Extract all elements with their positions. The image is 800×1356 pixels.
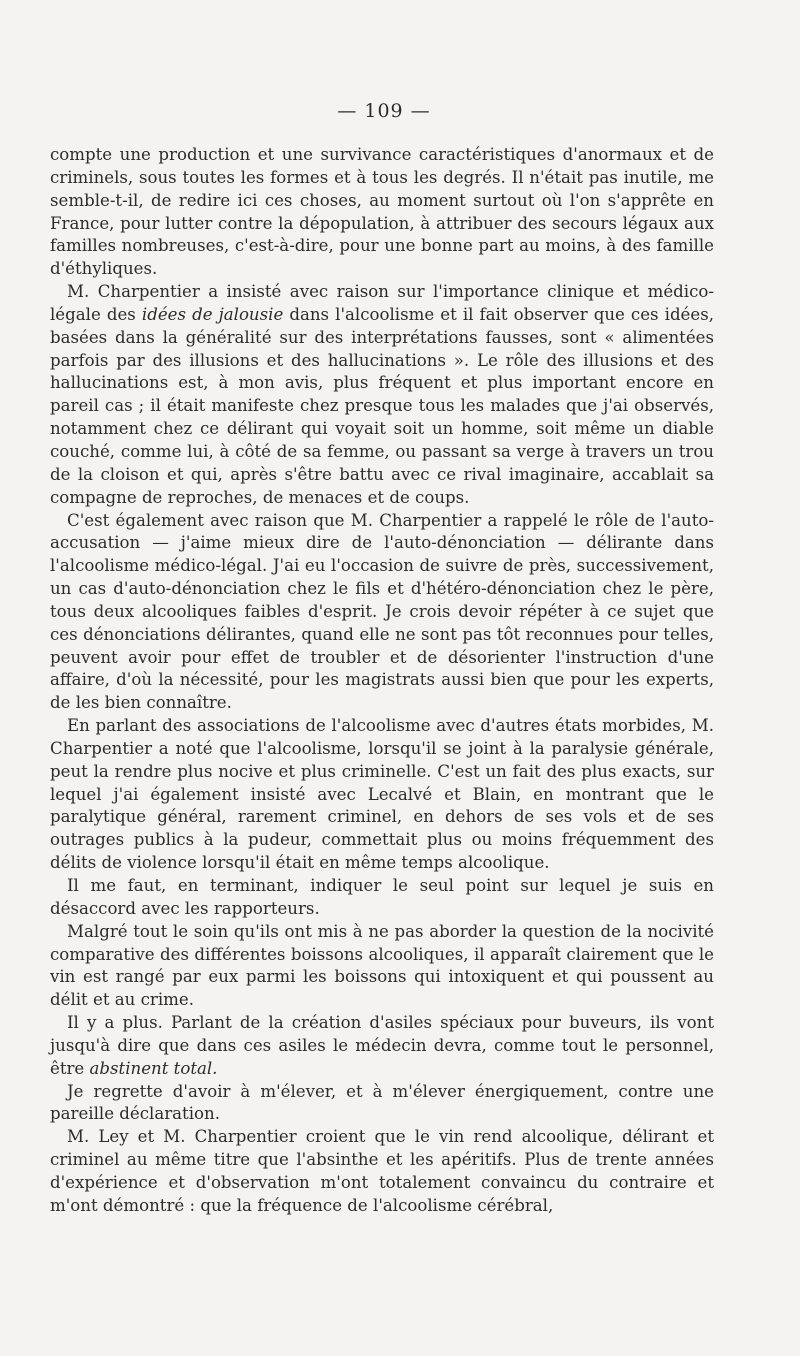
paragraph-9: M. Ley et M. Charpentier croient que le vin rend alcoolique, délirant et criminel au même titre que l'absinthe et les apéritifs. Plus de trente années d'expérience et d'observation m'ont totalement convaincu du contraire et m'ont démontré : que la fréquence de l'alcoolisme cérébral,	[50, 1127, 714, 1215]
paragraph-2-part-1: M. Charpentier a insisté avec raison sur l'importance clinique et médico-légale des	[50, 282, 714, 324]
page-text	[50, 144, 714, 1218]
paragraph-6: Malgré tout le soin qu'ils ont mis à ne pas aborder la question de la nocivité comparative des différentes boissons alcooliques, il apparaît clairement que le vin est rangé par eux parmi les boissons qui intoxiquent et qui poussent au délit et au crime.	[50, 921, 714, 1010]
paragraph-7	[50, 1012, 714, 1081]
paragraph-3: C'est également avec raison que M. Charpentier a rappelé le rôle de l'auto-accusation — j'aime mieux dire de l'auto-dénonciation — délirante dans l'alcoolisme médico-légal. J'ai eu l'occasion de suivre de près, successivement, un cas d'auto-dénonciation chez le fils et d'hétéro-dénonciation chez le père, tous deux alcooliques faibles d'esprit. Je crois devoir répéter à ce sujet que ces dénonciations délirantes, quand elle ne sont pas tôt reconnues pour telles, peuvent avoir pour effet de troubler et de désorienter l'instruction d'une affaire, d'où la nécessité, pour les magistrats aussi bien que pour les experts, de les bien connaître.	[50, 510, 714, 713]
paragraph-2-part-2: dans l'alcoolisme et il fait observer que ces idées, basées dans la généralité sur des interprétations fausses, sont « alimentées parfois par des illusions et des hallucinations ». Le rôle des illusions et des hallucinations est, à mon avis, plus fréquent et plus important encore en pareil cas ; il était manifeste chez presque tous les malades que j'ai observés, notamment chez ce délirant qui voyait soit un homme, soit même un diable couché, comme lui, à côté de sa femme, ou passant sa verge à travers un trou de la cloison et qui, après s'être battu avec ce rival imaginaire, accablait sa compagne de reproches, de menaces et de coups.	[50, 304, 714, 507]
paragraph-1: compte une production et une survivance caractéristiques d'anormaux et de criminels, sous toutes les formes et à tous les degrés. Il n'était pas inutile, me semble-t-il, de redire ici ces choses, au moment surtout où l'on s'apprête en France, pour lutter contre la dépopulation, à attribuer des secours légaux aux familles nombreuses, c'est-à-dire, pour une bonne part au moins, à des famille d'éthyliques.	[50, 145, 714, 279]
paragraph-5: Il me faut, en terminant, indiquer le seul point sur lequel je suis en désaccord avec les rapporteurs.	[50, 876, 714, 918]
paragraph-2	[50, 281, 714, 509]
page-number: — 109 —	[337, 100, 431, 122]
paragraph-7-emphasis: abstinent total.	[89, 1058, 218, 1078]
paragraph-7-part-1: Il y a plus. Parlant de la création d'asiles spéciaux pour buveurs, ils vont jusqu'à dire que dans ces asiles le médecin devra, comme tout le personnel, être	[50, 1013, 714, 1078]
paragraph-4: En parlant des associations de l'alcoolisme avec d'autres états morbides, M. Charpentier a noté que l'alcoolisme, lorsqu'il se joint à la paralysie générale, peut la rendre plus nocive et plus criminelle. C'est un fait des plus exacts, sur lequel j'ai également insisté avec Lecalvé et Blain, en montrant que le paralytique général, rarement criminel, en dehors de ses vols et de ses outrages publics à la pudeur, commettait plus ou moins fréquemment des délits de violence lorsqu'il était en même temps alcoolique.	[50, 716, 714, 873]
paragraph-2-emphasis: idées de jalousie	[141, 304, 284, 324]
paragraph-8: Je regrette d'avoir à m'élever, et à m'élever énergiquement, contre une pareille déclaration.	[50, 1081, 714, 1124]
